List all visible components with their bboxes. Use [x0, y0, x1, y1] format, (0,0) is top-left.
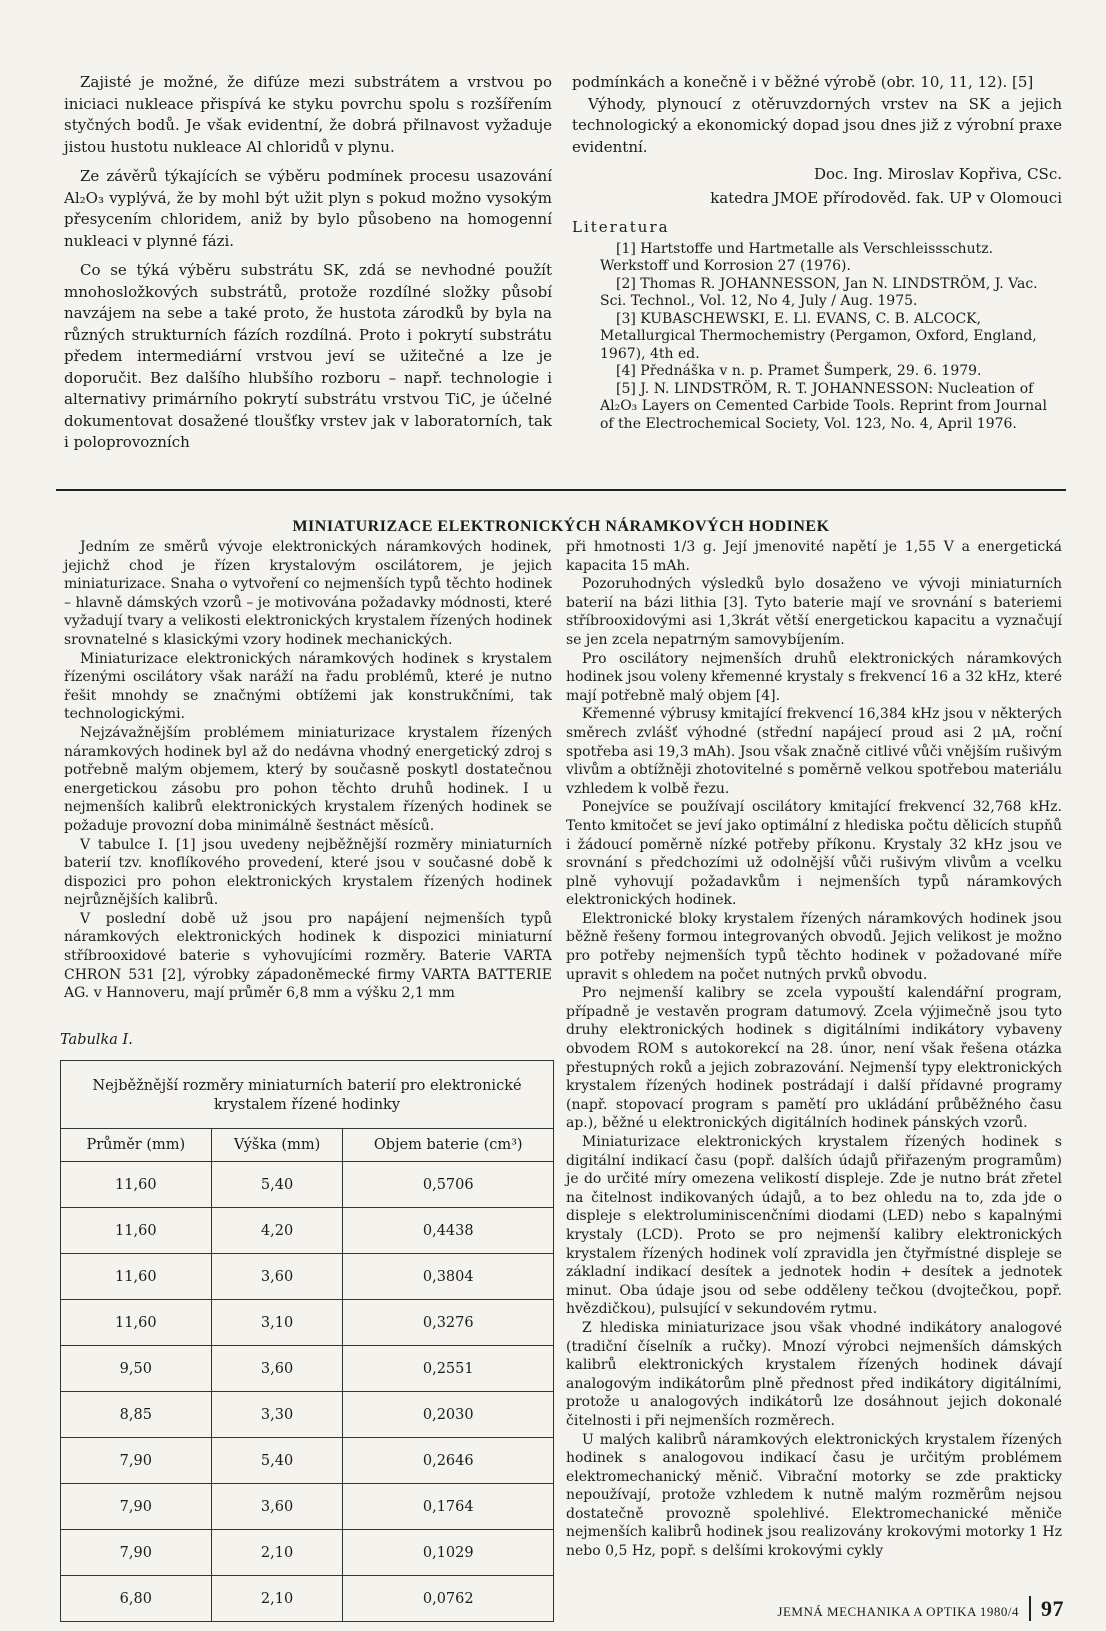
table-row	[61, 1300, 554, 1346]
table-row	[61, 1530, 554, 1576]
table-caption-row	[61, 1061, 554, 1129]
table-cell: 5,40	[211, 1438, 343, 1484]
section-divider	[56, 489, 1066, 491]
table-row	[61, 1392, 554, 1438]
table-cell: 0,4438	[343, 1208, 554, 1254]
reference-item: [5] J. N. LINDSTRÖM, R. T. JOHANNESSON: Nucleation of Al₂O₃ Layers on Cemented Carbide Tools. Reprint from Journal of the Electrochemical Society, Vol. 123, No. 4, April 1976.	[600, 380, 1047, 432]
paragraph: Pozoruhodných výsledků bylo dosaženo ve vývoji miniaturních baterií na bázi lithia [3]. Tyto baterie mají ve srovnání s bateriemi stříbrooxidovými asi 1,3krát větší energetickou kapacitu a vyznačují se jen zcela nepatrným samovybíjením.	[566, 576, 1062, 648]
table-cell: 3,60	[211, 1346, 343, 1392]
paragraph: Elektronické bloky krystalem řízených náramkových hodinek jsou běžně řešeny formou integrovaných obvodů. Jejich velikost je možno pro potřeby nejmenších typů těchto hodinek v požadované míře upravit s ohledem na počet nutných prvků obvodu.	[566, 910, 1062, 983]
paragraph: Ze závěrů týkajících se výběru podmínek procesu usazování Al₂O₃ vyplývá, že by mohl být užit plyn s pokud možno vysokým přesycením chloridem, aniž by bylo působeno na homogenní nukleaci v plynné fázi.	[64, 167, 552, 250]
table-label: Tabulka I.	[60, 1032, 133, 1048]
author-affiliation: katedra JMOE přírodověd. fak. UP v Olomouci	[710, 188, 1062, 207]
paragraph: Křemenné výbrusy kmitající frekvencí 16,384 kHz jsou v některých směrech zvlášť výhodné (střední napájecí proud asi 2 μA, roční spotřeba asi 19,3 mAh). Jsou však značně citlivé vůči vnějším rušivým vlivům a obtížněji zhotovitelné s poměrně velkou spotřebou materiálu vzhledem k volbě řezu.	[566, 706, 1062, 797]
paragraph: podmínkách a konečně i v běžné výrobě (obr. 10, 11, 12). [5]	[572, 73, 1034, 91]
article-title: MINIATURIZACE ELEKTRONICKÝCH NÁRAMKOVÝCH HODINEK	[292, 518, 830, 535]
paragraph: V tabulce I. [1] jsou uvedeny nejběžnější rozměry miniaturních baterií tzv. knoflíkového provedení, které jsou v současné době k dispozici pro pohon elektronických krystalem řízených hodinek nejrůznějších kalibrů.	[64, 836, 552, 909]
table-header-row	[61, 1129, 554, 1162]
paragraph: U malých kalibrů náramkových elektronických krystalem řízených hodinek s analogovou indikací času je určitým problémem elektromechanický měnič. Vibrační motorky se zde prakticky nepoužívají, protože vzhledem k nutně malým rozměrům nejsou dostatečně provozně spolehlivé. Elektromechanické měniče nejmenších kalibrů hodinek jsou realizovány krokovými motorky 1 Hz nebo 0,5 Hz, popř. s delšími krokovými cykly	[566, 1431, 1062, 1560]
paragraph: Miniaturizace elektronických náramkových hodinek s krystalem řízenými oscilátory však naráží na řadu problémů, které je nutno řešit mnohdy se značnými obtížemi jak konstrukčními, tak technologickými.	[64, 650, 552, 723]
page-number: 97	[1029, 1596, 1064, 1621]
journal-name: JEMNÁ MECHANIKA A OPTIKA 1980/4	[777, 1604, 1019, 1619]
table-cell: 0,1764	[343, 1484, 554, 1530]
paragraph: Výhody, plynoucí z otěruvzdorných vrstev na SK a jejich technologický a ekonomický dopad jsou dnes již z výrobní praxe evidentní.	[572, 94, 1062, 156]
table-row	[61, 1576, 554, 1622]
bottom-right-column	[566, 538, 1062, 1561]
table-cell: 3,10	[211, 1300, 343, 1346]
column-header-height: Výška (mm)	[211, 1129, 343, 1162]
table-cell: 6,80	[61, 1576, 212, 1622]
table-cell: 0,3276	[343, 1300, 554, 1346]
paragraph: Zajisté je možné, že difúze mezi substrátem a vrstvou po iniciaci nukleace přispívá ke styku povrchu spolu s rozšířením styčných bodů. Je však evidentní, že dobrá přilnavost vyžaduje jistou hustotu nukleace Al chloridů v plynu.	[64, 73, 552, 156]
table-row	[61, 1346, 554, 1392]
table-cell: 2,10	[211, 1530, 343, 1576]
paragraph: při hmotnosti 1/3 g. Její jmenovité napětí je 1,55 V a energetická kapacita 15 mAh.	[566, 539, 1062, 574]
table-row	[61, 1208, 554, 1254]
table-cell: 9,50	[61, 1346, 212, 1392]
table-row	[61, 1162, 554, 1208]
reference-item: [4] Přednáška v n. p. Pramet Šumperk, 29. 6. 1979.	[616, 363, 982, 379]
table-cell: 11,60	[61, 1300, 212, 1346]
reference-list	[572, 241, 1062, 434]
table-cell: 7,90	[61, 1530, 212, 1576]
table-cell: 5,40	[211, 1162, 343, 1208]
table-row	[61, 1438, 554, 1484]
table-cell: 3,30	[211, 1392, 343, 1438]
table-cell: 0,2551	[343, 1346, 554, 1392]
paragraph: Pro oscilátory nejmenších druhů elektronických náramkových hodinek jsou voleny křemenné krystaly s frekvencí 16 a 32 kHz, které mají potřebně malý objem [4].	[566, 650, 1062, 704]
table-cell: 0,1029	[343, 1530, 554, 1576]
table-row	[61, 1254, 554, 1300]
table-caption: Nejběžnější rozměry miniaturních baterií pro elektronické krystalem řízené hodinky	[61, 1061, 554, 1129]
page-footer	[777, 1596, 1064, 1622]
table-cell: 3,60	[211, 1484, 343, 1530]
reference-item: [3] KUBASCHEWSKI, E. Ll. EVANS, C. B. ALCOCK, Metallurgical Thermochemistry (Pergamon, Oxford, England, 1967), 4th ed.	[600, 310, 1037, 362]
table-cell: 0,3804	[343, 1254, 554, 1300]
reference-item: [1] Hartstoffe und Hartmetalle als Verschleissschutz. Werkstoff und Korrosion 27 (1976).	[600, 240, 994, 274]
table-cell: 11,60	[61, 1162, 212, 1208]
table-cell: 8,85	[61, 1392, 212, 1438]
table-cell: 0,0762	[343, 1576, 554, 1622]
paragraph: Z hlediska miniaturizace jsou však vhodné indikátory analogové (tradiční číselník a ručky). Mnozí výrobci nejmenších dámských kalibrů elektronických krystalem řízených hodinek dávají analogovým indikátorům plně přednost před indikátory digitálními, protože u analogových indikátorů lze dosáhnout jejich dokonalé čitelnosti i při nejmenších rozměrech.	[566, 1319, 1062, 1429]
table-cell: 7,90	[61, 1484, 212, 1530]
table-cell: 7,90	[61, 1438, 212, 1484]
top-left-column	[64, 72, 552, 462]
paragraph: Nejzávažnějším problémem miniaturizace krystalem řízených náramkových hodinek byl až do nedávna vhodný energetický zdroj s potřebně malým objemem, který by současně poskytl dostatečnou energetickou zásobu pro pohon těchto druhů hodinek. I u nejmenších kalibrů elektronických krystalem řízených hodinek se požaduje provozní doba minimálně šestnáct měsíců.	[64, 724, 552, 834]
bottom-left-column	[64, 538, 552, 1003]
paragraph: Ponejvíce se používají oscilátory kmitající frekvencí 32,768 kHz. Tento kmitočet se jeví jako optimální z hlediska počtu dělicích stupňů i žádoucí poměrně nízké potřeby příkonu. Krystaly 32 kHz jsou ve srovnání s předchozími už odolnější vůči rušivým vlivům a vcelku plně vyhovují požadavkům i nejmenších typů náramkových elektronických hodinek.	[566, 799, 1062, 909]
table-cell: 0,2030	[343, 1392, 554, 1438]
paragraph: Pro nejmenší kalibry se zcela vypouští kalendářní program, případně je vestavěn program datumový. Zcela výjimečně jsou tyto druhy elektronických hodinek s digitálními indikátory vybaveny obvodem ROM s autokorekcí na 28. únor, není však řešena otázka přestupných roků a jejich zobrazování. Nejmenší typy elektronických krystalem řízených hodinek postrádají i další přídavné programy (např. stopovací program s pamětí pro ukládání průběžného času ap.), běžné u elektronických digitálních hodinek pánských vzorů.	[566, 985, 1062, 1132]
table-cell: 11,60	[61, 1208, 212, 1254]
paragraph: Co se týká výběru substrátu SK, zdá se nevhodné použít mnohosložkových substrátů, protože rozdílné složky působí navzájem na sebe a také proto, že hustota zárodků by byla na různých strukturních fázích rozdílná. Proto i pokrytí substrátu předem intermediární vrstvou jeví se užitečné a lze je doporučit. Bez dalšího hlubšího rozboru – např. technologie i alternativy primárního pokrytí substrátu vrstvou TiC, je účelné dokumentovat dosažené tloušťky vrstev jak v laboratorních, tak i poloprovozních	[64, 261, 552, 451]
paragraph: Jedním ze směrů vývoje elektronických náramkových hodinek, jejichž chod je řízen krystalovým oscilátorem, je jejich miniaturizace. Snaha o vytvoření co nejmenších typů těchto hodinek – hlavně dámských vzorů – je motivována požadavky módnosti, které vyžadují tvary a velikosti elektronických krystalem řízených hodinek srovnatelné s klasickými vzory hodinek mechanických.	[64, 539, 552, 648]
paragraph: Miniaturizace elektronických krystalem řízených hodinek s digitální indikací času (popř. dalších údajů přiřazeným programům) je do určité míry omezena velikostí displeje. Zde je nutno brát zřetel na čitelnost indikovaných údajů, a to bez ohledu na to, zda jde o displeje s elektroluminiscenčními diodami (LED) nebo s kapalnými krystaly (LCD). Proto se pro nejmenší kalibry elektronických krystalem řízených hodinek volí zpravidla jen čtyřmístné displeje se základní indikací desítek a jednotek hodin + desítek a jednotek minut. Oba údaje jsou od sebe odděleny tečkou (dvojtečkou, popř. hvězdičkou), pulsující v sekundovém rytmu.	[566, 1134, 1062, 1318]
table-cell: 0,5706	[343, 1162, 554, 1208]
paragraph: V poslední době už jsou pro napájení nejmenších typů náramkových elektronických hodinek k dispozici miniaturní stříbrooxidové baterie s vyhovujícími rozměry. Baterie VARTA CHRON 531 [2], výrobky západoněmecké firmy VARTA BATTERIE AG. v Hannoveru, mají průměr 6,8 mm a výšku 2,1 mm	[64, 910, 552, 1002]
references-heading: Literatura	[572, 218, 670, 236]
table-cell: 0,2646	[343, 1438, 554, 1484]
table-cell: 4,20	[211, 1208, 343, 1254]
table-cell: 11,60	[61, 1254, 212, 1300]
table-row	[61, 1484, 554, 1530]
top-right-column	[572, 72, 1062, 433]
column-header-volume: Objem baterie (cm³)	[343, 1129, 554, 1162]
battery-table	[60, 1060, 554, 1622]
author-name: Doc. Ing. Miroslav Kopřiva, CSc.	[813, 165, 1062, 183]
column-header-diameter: Průměr (mm)	[61, 1129, 212, 1162]
reference-item: [2] Thomas R. JOHANNESSON, Jan N. LINDSTRÖM, J. Vac. Sci. Technol., Vol. 12, No 4, July / Aug. 1975.	[600, 275, 1038, 309]
table-cell: 3,60	[211, 1254, 343, 1300]
table-cell: 2,10	[211, 1576, 343, 1622]
